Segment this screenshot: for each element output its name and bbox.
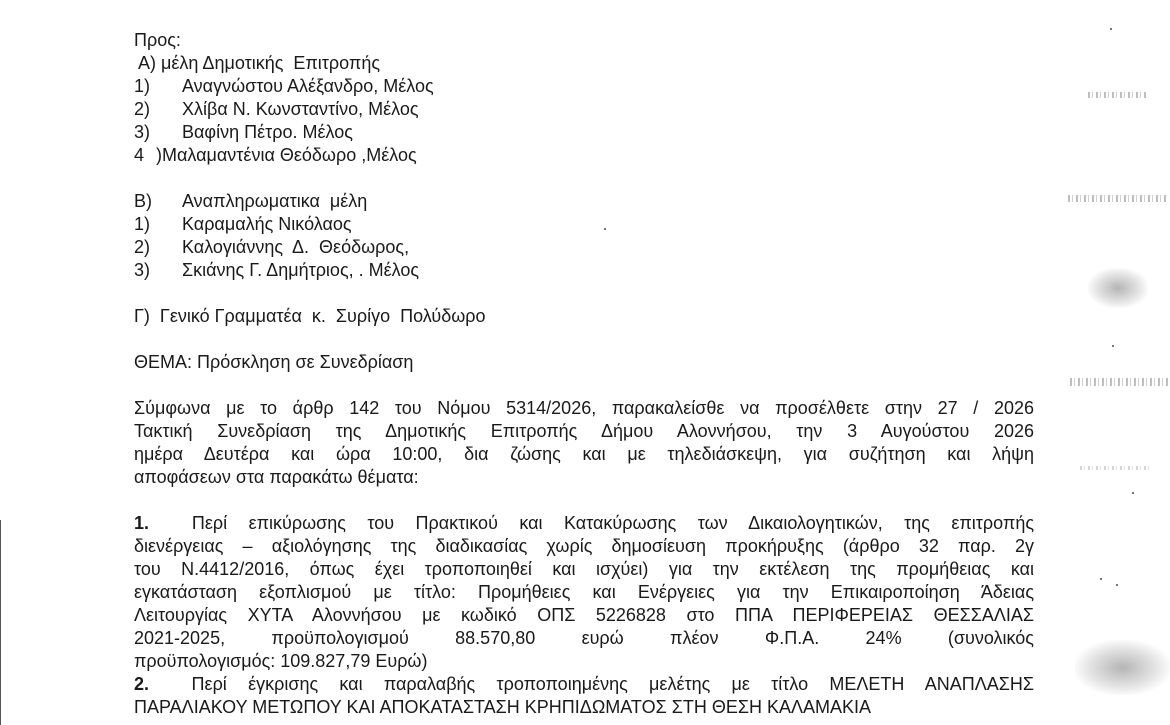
member-number: 1) bbox=[134, 214, 151, 234]
scan-noise bbox=[1116, 584, 1118, 586]
scan-noise bbox=[1068, 195, 1168, 202]
group-a-member bbox=[134, 121, 1034, 144]
intro-line: Σύμφωνα με το άρθρ 142 του Νόμου 5314/2026, παρακαλείσθε να προσέλθετε στην 27 / 2026 bbox=[134, 398, 1034, 418]
group-a-member bbox=[134, 75, 1034, 98]
member-number: 3) bbox=[134, 260, 151, 280]
group-b-member bbox=[134, 259, 1034, 282]
agenda-item-1-line: 2021-2025, προϋπολογισμού 88.570,80 ευρώ πλέον Φ.Π.Α. 24% (συνολικός bbox=[134, 628, 1034, 648]
member-number: 4 bbox=[134, 145, 145, 165]
intro-line: αποφάσεων στα παρακάτω θέματα: bbox=[134, 467, 419, 487]
member-name: )Μαλαμαντένια Θεόδωρο ,Μέλος bbox=[156, 145, 417, 165]
agenda-item-1-line: προϋπολογισμός: 109.827,79 Ευρώ) bbox=[134, 651, 428, 671]
member-number: 2) bbox=[134, 237, 151, 257]
scan-noise bbox=[1132, 492, 1134, 494]
scan-noise bbox=[1110, 28, 1112, 30]
group-a-member bbox=[134, 144, 1034, 167]
scan-noise bbox=[604, 228, 606, 230]
agenda-item-number: 1. bbox=[134, 513, 150, 533]
agenda-item-1-line bbox=[134, 512, 1034, 535]
group-b-member bbox=[134, 213, 1034, 236]
scan-noise bbox=[1070, 378, 1170, 386]
member-name: Χλίβα Ν. Κωνσταντίνο, Μέλος bbox=[182, 99, 419, 119]
member-name: Αναγνώστου Αλέξανδρο, Μέλος bbox=[182, 76, 434, 96]
member-name: Σκιάνης Γ. Δημήτριος, . Μέλος bbox=[182, 260, 420, 280]
member-number: 3) bbox=[134, 122, 151, 142]
group-a-title: Α) μέλη Δημοτικής Επιτροπής bbox=[134, 53, 381, 73]
agenda-item-text: Περί έγκρισης και παραλαβής τροποποιημένης μελέτης με τίτλο ΜΕΛΕΤΗ ΑΝΑΠΛΑΣΗΣ bbox=[191, 674, 1034, 694]
scan-noise bbox=[1100, 578, 1102, 580]
member-name: Καλογιάννης Δ. Θεόδωρος, bbox=[182, 237, 410, 257]
agenda-item-1-line: εγκατάσταση εξοπλισμού με τίτλο: Προμήθειες και Ενέργειες για την Επικαιροποίηση Άδειας bbox=[134, 582, 1034, 602]
scan-noise bbox=[1112, 345, 1114, 347]
group-c: Γ) Γενικό Γραμματέα κ. Συρίγο Πολύδωρο bbox=[134, 306, 486, 326]
scan-noise bbox=[1080, 466, 1150, 470]
intro-line: Τακτική Συνεδρίαση της Δημοτικής Επιτροπής Δήμου Αλοννήσου, την 3 Αυγούστου 2026 bbox=[134, 421, 1034, 441]
member-number: 1) bbox=[134, 76, 151, 96]
agenda-item-1-line: του Ν.4412/2016, όπως έχει τροποποιηθεί και ισχύει) για την εκτέλεση της προμήθειας και bbox=[134, 559, 1034, 579]
group-b-label: Β) bbox=[134, 191, 152, 211]
member-name: Βαφίνη Πέτρο. Μέλος bbox=[182, 122, 353, 142]
agenda-item-number: 2. bbox=[134, 674, 150, 694]
subject-line: ΘΕΜΑ: Πρόσκληση σε Συνεδρίαση bbox=[134, 352, 414, 372]
group-b-title-text: Αναπληρωματικα μέλη bbox=[182, 191, 368, 211]
scan-noise bbox=[1088, 92, 1148, 98]
agenda-item-2-line: ΠΑΡΑΛΙΑΚΟΥ ΜΕΤΩΠΟΥ ΚΑΙ ΑΠΟΚΑΤΑΣΤΑΣΗ ΚΡΗΠΙΔΩΜΑΤΟΣ ΣΤΗ ΘΕΣΗ ΚΑΛΑΜΑΚΙΑ bbox=[134, 697, 872, 717]
group-a-member bbox=[134, 98, 1034, 121]
scan-edge bbox=[0, 520, 1, 725]
document-body bbox=[134, 29, 1034, 719]
agenda-item-1-line: Λειτουργίας ΧΥΤΑ Αλοννήσου με κωδικό ΟΠΣ 5226828 στο ΠΠΑ ΠΕΡΙΦΕΡΕΙΑΣ ΘΕΣΣΑΛΙΑΣ bbox=[134, 605, 1034, 625]
member-number: 2) bbox=[134, 99, 151, 119]
group-b-title bbox=[134, 190, 1034, 213]
group-b-member bbox=[134, 236, 1034, 259]
member-name: Καραμαλής Νικόλαος bbox=[182, 214, 352, 234]
agenda-item-text: Περί επικύρωσης του Πρακτικού και Κατακύρωσης των Δικαιολογητικών, της επιτροπής bbox=[191, 513, 1034, 533]
recipients-heading: Προς: bbox=[134, 30, 181, 50]
scan-noise bbox=[1088, 268, 1148, 308]
agenda-item-1-line: διενέργειας – αξιολόγησης της διαδικασίας χωρίς δημοσίευση προκήρυξης (άρθρο 32 παρ. 2γ bbox=[134, 536, 1034, 556]
scan-noise bbox=[1075, 640, 1170, 695]
agenda-item-2-line bbox=[134, 673, 1034, 696]
intro-line: ημέρα Δευτέρα και ώρα 10:00, δια ζώσης και με τηλεδιάσκεψη, για συζήτηση και λήψη bbox=[134, 444, 1034, 464]
